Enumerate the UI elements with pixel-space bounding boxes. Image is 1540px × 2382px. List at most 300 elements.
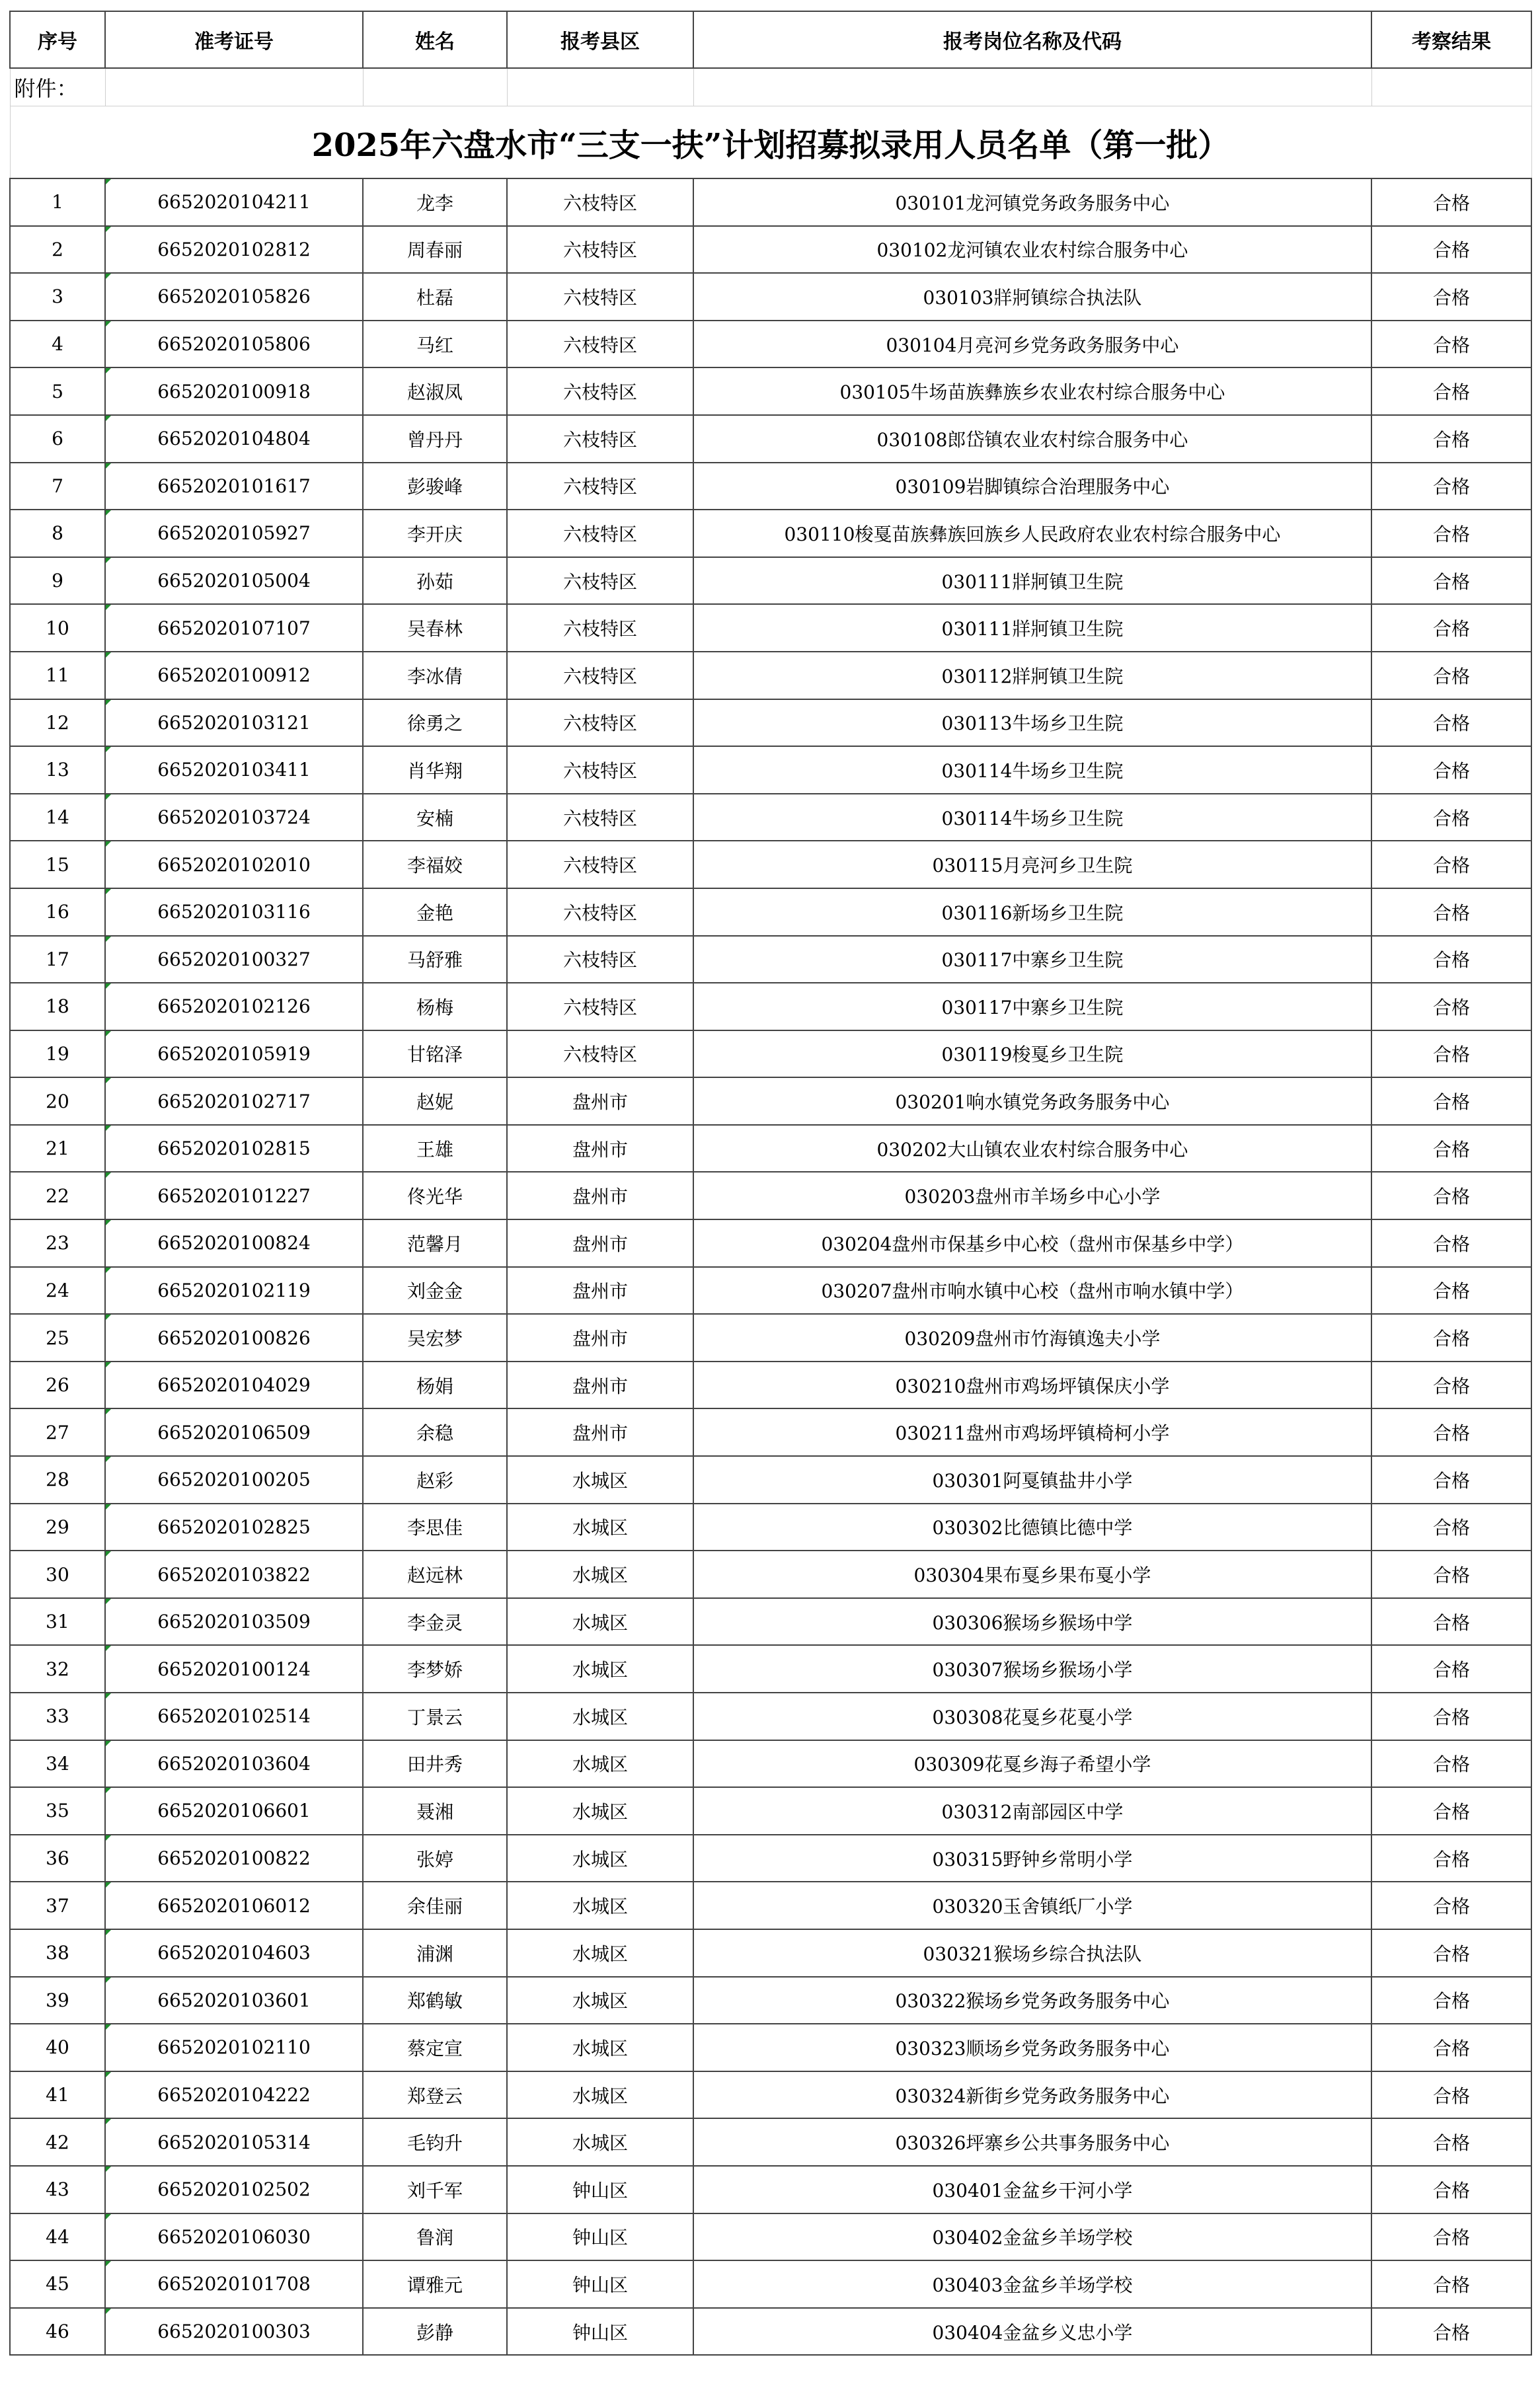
table-row: [10, 1125, 1531, 1172]
column-header-district: 报考县区: [507, 11, 693, 68]
cell-result: 合格: [1371, 1362, 1531, 1409]
cell-district: 六枝特区: [507, 794, 693, 841]
cell-result: 合格: [1371, 983, 1531, 1030]
cell-district: 六枝特区: [507, 604, 693, 652]
cell-name: 李梦娇: [363, 1645, 507, 1693]
cell-index: 40: [10, 2024, 105, 2071]
cell-name: 李金灵: [363, 1598, 507, 1646]
cell-index: 22: [10, 1172, 105, 1219]
cell-name: 马红: [363, 321, 507, 368]
table-row: [10, 746, 1531, 794]
table-row: [10, 1645, 1531, 1693]
cell-position: 030402金盆乡羊场学校: [693, 2213, 1371, 2261]
cell-district: 盘州市: [507, 1362, 693, 1409]
column-header-exam-id: 准考证号: [105, 11, 363, 68]
cell-exam-id: 6652020105806: [105, 321, 363, 368]
cell-name: 彭静: [363, 2308, 507, 2356]
cell-exam-id: 6652020104211: [105, 178, 363, 226]
cell-index: 14: [10, 794, 105, 841]
cell-district: 六枝特区: [507, 415, 693, 463]
cell-district: 六枝特区: [507, 1030, 693, 1078]
table-row: [10, 1693, 1531, 1740]
column-header-index: 序号: [10, 11, 105, 68]
cell-result: 合格: [1371, 1219, 1531, 1267]
cell-result: 合格: [1371, 2308, 1531, 2356]
cell-exam-id: 6652020100822: [105, 1835, 363, 1882]
cell-result: 合格: [1371, 2213, 1531, 2261]
cell-position: 030112牂牁镇卫生院: [693, 652, 1371, 699]
table-row: [10, 2213, 1531, 2261]
table-row: [10, 2071, 1531, 2119]
cell-name: 赵远林: [363, 1551, 507, 1598]
table-row: [10, 1219, 1531, 1267]
cell-index: 23: [10, 1219, 105, 1267]
cell-district: 水城区: [507, 2024, 693, 2071]
cell-district: 水城区: [507, 1598, 693, 1646]
cell-exam-id: 6652020102815: [105, 1125, 363, 1172]
cell-index: 6: [10, 415, 105, 463]
table-row: [10, 888, 1531, 936]
cell-index: 24: [10, 1267, 105, 1315]
cell-position: 030211盘州市鸡场坪镇椅柯小学: [693, 1408, 1371, 1456]
cell-name: 聂湘: [363, 1787, 507, 1835]
attachment-label: 附件：: [10, 68, 105, 106]
table-row: [10, 1598, 1531, 1646]
cell-index: 33: [10, 1693, 105, 1740]
cell-district: 水城区: [507, 1645, 693, 1693]
cell-exam-id: 6652020103509: [105, 1598, 363, 1646]
cell-result: 合格: [1371, 604, 1531, 652]
cell-index: 19: [10, 1030, 105, 1078]
cell-result: 合格: [1371, 936, 1531, 983]
cell-index: 18: [10, 983, 105, 1030]
cell-position: 030321猴场乡综合执法队: [693, 1929, 1371, 1977]
cell-result: 合格: [1371, 1551, 1531, 1598]
cell-exam-id: 6652020104804: [105, 415, 363, 463]
table-row: [10, 463, 1531, 510]
cell-result: 合格: [1371, 1125, 1531, 1172]
cell-exam-id: 6652020103121: [105, 699, 363, 747]
cell-exam-id: 6652020100327: [105, 936, 363, 983]
cell-index: 20: [10, 1077, 105, 1125]
cell-position: 030312南部园区中学: [693, 1787, 1371, 1835]
cell-district: 水城区: [507, 2118, 693, 2166]
cell-result: 合格: [1371, 1787, 1531, 1835]
cell-index: 35: [10, 1787, 105, 1835]
cell-exam-id: 6652020102812: [105, 226, 363, 274]
cell-name: 范馨月: [363, 1219, 507, 1267]
table-body: [10, 178, 1531, 2355]
cell-district: 六枝特区: [507, 983, 693, 1030]
cell-name: 孙茹: [363, 557, 507, 605]
cell-exam-id: 6652020102514: [105, 1693, 363, 1740]
cell-index: 4: [10, 321, 105, 368]
cell-index: 32: [10, 1645, 105, 1693]
cell-position: 030117中寨乡卫生院: [693, 936, 1371, 983]
cell-result: 合格: [1371, 1077, 1531, 1125]
cell-name: 余稳: [363, 1408, 507, 1456]
cell-district: 六枝特区: [507, 273, 693, 321]
table-row: [10, 794, 1531, 841]
cell-result: 合格: [1371, 2260, 1531, 2308]
cell-exam-id: 6652020106601: [105, 1787, 363, 1835]
cell-exam-id: 6652020102502: [105, 2166, 363, 2213]
cell-position: 030326坪寨乡公共事务服务中心: [693, 2118, 1371, 2166]
cell-exam-id: 6652020102119: [105, 1267, 363, 1315]
cell-exam-id: 6652020103724: [105, 794, 363, 841]
cell-district: 盘州市: [507, 1219, 693, 1267]
cell-name: 毛钧升: [363, 2118, 507, 2166]
cell-exam-id: 6652020105314: [105, 2118, 363, 2166]
table-row: [10, 604, 1531, 652]
column-header-position: 报考岗位名称及代码: [693, 11, 1371, 68]
cell-district: 水城区: [507, 1693, 693, 1740]
page-title: 2025年六盘水市“三支一扶”计划招募拟录用人员名单（第一批）: [10, 106, 1531, 179]
cell-index: 38: [10, 1929, 105, 1977]
table-row: [10, 936, 1531, 983]
table-row: [10, 510, 1531, 557]
table-row: [10, 2118, 1531, 2166]
cell-position: 030301阿戛镇盐井小学: [693, 1456, 1371, 1504]
cell-district: 六枝特区: [507, 367, 693, 415]
cell-name: 浦渊: [363, 1929, 507, 1977]
cell-exam-id: 6652020103822: [105, 1551, 363, 1598]
cell-result: 合格: [1371, 463, 1531, 510]
cell-name: 周春丽: [363, 226, 507, 274]
cell-district: 水城区: [507, 1551, 693, 1598]
cell-result: 合格: [1371, 1693, 1531, 1740]
cell-district: 水城区: [507, 1504, 693, 1551]
cell-position: 030103牂牁镇综合执法队: [693, 273, 1371, 321]
cell-name: 张婷: [363, 1835, 507, 1882]
cell-exam-id: 6652020101227: [105, 1172, 363, 1219]
cell-district: 六枝特区: [507, 463, 693, 510]
table-row: [10, 415, 1531, 463]
cell-name: 赵淑凤: [363, 367, 507, 415]
cell-district: 六枝特区: [507, 178, 693, 226]
cell-exam-id: 6652020106030: [105, 2213, 363, 2261]
cell-name: 田井秀: [363, 1740, 507, 1788]
table-row: [10, 1835, 1531, 1882]
cell-name: 徐勇之: [363, 699, 507, 747]
cell-name: 肖华翔: [363, 746, 507, 794]
cell-district: 六枝特区: [507, 557, 693, 605]
cell-position: 030403金盆乡羊场学校: [693, 2260, 1371, 2308]
cell-index: 37: [10, 1882, 105, 1929]
cell-exam-id: 6652020102126: [105, 983, 363, 1030]
cell-exam-id: 6652020100124: [105, 1645, 363, 1693]
cell-name: 刘千军: [363, 2166, 507, 2213]
cell-result: 合格: [1371, 746, 1531, 794]
table-row: [10, 2166, 1531, 2213]
cell-index: 42: [10, 2118, 105, 2166]
cell-name: 谭雅元: [363, 2260, 507, 2308]
cell-name: 佟光华: [363, 1172, 507, 1219]
table-row: [10, 1362, 1531, 1409]
cell-exam-id: 6652020100918: [105, 367, 363, 415]
cell-result: 合格: [1371, 415, 1531, 463]
cell-position: 030320玉舍镇纸厂小学: [693, 1882, 1371, 1929]
cell-result: 合格: [1371, 1030, 1531, 1078]
cell-name: 金艳: [363, 888, 507, 936]
cell-exam-id: 6652020100826: [105, 1314, 363, 1362]
cell-name: 吴宏梦: [363, 1314, 507, 1362]
cell-position: 030306猴场乡猴场中学: [693, 1598, 1371, 1646]
table-row: [10, 2308, 1531, 2356]
cell-position: 030315野钟乡常明小学: [693, 1835, 1371, 1882]
cell-index: 46: [10, 2308, 105, 2356]
cell-exam-id: 6652020107107: [105, 604, 363, 652]
cell-name: 王雄: [363, 1125, 507, 1172]
cell-name: 丁景云: [363, 1693, 507, 1740]
cell-result: 合格: [1371, 1977, 1531, 2024]
cell-index: 21: [10, 1125, 105, 1172]
cell-index: 36: [10, 1835, 105, 1882]
cell-position: 030119梭戛乡卫生院: [693, 1030, 1371, 1078]
cell-name: 杨梅: [363, 983, 507, 1030]
cell-position: 030115月亮河乡卫生院: [693, 841, 1371, 888]
cell-result: 合格: [1371, 2118, 1531, 2166]
cell-name: 赵彩: [363, 1456, 507, 1504]
cell-result: 合格: [1371, 2071, 1531, 2119]
cell-position: 030114牛场乡卫生院: [693, 746, 1371, 794]
cell-position: 030114牛场乡卫生院: [693, 794, 1371, 841]
cell-exam-id: 6652020103116: [105, 888, 363, 936]
cell-result: 合格: [1371, 652, 1531, 699]
sheet-header: [10, 68, 1531, 178]
cell-index: 9: [10, 557, 105, 605]
cell-name: 李开庆: [363, 510, 507, 557]
cell-result: 合格: [1371, 699, 1531, 747]
cell-exam-id: 6652020103604: [105, 1740, 363, 1788]
cell-position: 030105牛场苗族彝族乡农业农村综合服务中心: [693, 367, 1371, 415]
cell-index: 44: [10, 2213, 105, 2261]
cell-index: 12: [10, 699, 105, 747]
cell-position: 030210盘州市鸡场坪镇保庆小学: [693, 1362, 1371, 1409]
cell-district: 盘州市: [507, 1408, 693, 1456]
cell-position: 030307猴场乡猴场小学: [693, 1645, 1371, 1693]
cell-district: 盘州市: [507, 1125, 693, 1172]
cell-index: 16: [10, 888, 105, 936]
cell-exam-id: 6652020101617: [105, 463, 363, 510]
cell-index: 15: [10, 841, 105, 888]
cell-index: 39: [10, 1977, 105, 2024]
table-row: [10, 2260, 1531, 2308]
cell-position: 030201响水镇党务政务服务中心: [693, 1077, 1371, 1125]
cell-index: 31: [10, 1598, 105, 1646]
cell-result: 合格: [1371, 1598, 1531, 1646]
cell-district: 盘州市: [507, 1314, 693, 1362]
cell-position: 030102龙河镇农业农村综合服务中心: [693, 226, 1371, 274]
cell-result: 合格: [1371, 226, 1531, 274]
cell-result: 合格: [1371, 1504, 1531, 1551]
cell-exam-id: 6652020105927: [105, 510, 363, 557]
cell-position: 030111牂牁镇卫生院: [693, 557, 1371, 605]
table-row: [10, 1408, 1531, 1456]
table-row: [10, 1787, 1531, 1835]
cell-name: 吴春林: [363, 604, 507, 652]
spreadsheet: [9, 11, 1531, 2356]
cell-exam-id: 6652020104029: [105, 1362, 363, 1409]
cell-position: 030304果布戛乡果布戛小学: [693, 1551, 1371, 1598]
cell-position: 030117中寨乡卫生院: [693, 983, 1371, 1030]
cell-result: 合格: [1371, 1929, 1531, 1977]
table-row: [10, 1172, 1531, 1219]
cell-index: 1: [10, 178, 105, 226]
cell-position: 030203盘州市羊场乡中心小学: [693, 1172, 1371, 1219]
cell-exam-id: 6652020102825: [105, 1504, 363, 1551]
cell-name: 李冰倩: [363, 652, 507, 699]
cell-position: 030113牛场乡卫生院: [693, 699, 1371, 747]
cell-position: 030108郎岱镇农业农村综合服务中心: [693, 415, 1371, 463]
table-row: [10, 841, 1531, 888]
cell-district: 六枝特区: [507, 699, 693, 747]
cell-index: 8: [10, 510, 105, 557]
cell-result: 合格: [1371, 1835, 1531, 1882]
cell-district: 水城区: [507, 2071, 693, 2119]
cell-position: 030109岩脚镇综合治理服务中心: [693, 463, 1371, 510]
cell-index: 3: [10, 273, 105, 321]
table-row: [10, 1882, 1531, 1929]
cell-district: 盘州市: [507, 1077, 693, 1125]
cell-result: 合格: [1371, 321, 1531, 368]
column-header-name: 姓名: [363, 11, 507, 68]
cell-index: 43: [10, 2166, 105, 2213]
cell-district: 六枝特区: [507, 652, 693, 699]
cell-position: 030209盘州市竹海镇逸夫小学: [693, 1314, 1371, 1362]
cell-name: 彭骏峰: [363, 463, 507, 510]
table-row: [10, 699, 1531, 747]
cell-position: 030110梭戛苗族彝族回族乡人民政府农业农村综合服务中心: [693, 510, 1371, 557]
cell-index: 30: [10, 1551, 105, 1598]
cell-exam-id: 6652020100205: [105, 1456, 363, 1504]
table-row: [10, 226, 1531, 274]
cell-name: 刘金金: [363, 1267, 507, 1315]
cell-result: 合格: [1371, 1314, 1531, 1362]
cell-position: 030322猴场乡党务政务服务中心: [693, 1977, 1371, 2024]
cell-position: 030323顺场乡党务政务服务中心: [693, 2024, 1371, 2071]
table-row: [10, 367, 1531, 415]
cell-index: 34: [10, 1740, 105, 1788]
cell-position: 030404金盆乡义忠小学: [693, 2308, 1371, 2356]
column-header-row: [10, 11, 1531, 68]
cell-district: 水城区: [507, 1929, 693, 1977]
cell-district: 钟山区: [507, 2213, 693, 2261]
table-row: [10, 1030, 1531, 1078]
cell-result: 合格: [1371, 367, 1531, 415]
cell-exam-id: 6652020104222: [105, 2071, 363, 2119]
table-row: [10, 2024, 1531, 2071]
cell-index: 29: [10, 1504, 105, 1551]
cell-exam-id: 6652020100303: [105, 2308, 363, 2356]
cell-exam-id: 6652020103601: [105, 1977, 363, 2024]
cell-exam-id: 6652020103411: [105, 746, 363, 794]
cell-position: 030309花戛乡海子希望小学: [693, 1740, 1371, 1788]
cell-district: 六枝特区: [507, 746, 693, 794]
cell-index: 7: [10, 463, 105, 510]
cell-position: 030207盘州市响水镇中心校（盘州市响水镇中学）: [693, 1267, 1371, 1315]
table-row: [10, 1929, 1531, 1977]
cell-index: 11: [10, 652, 105, 699]
cell-exam-id: 6652020105004: [105, 557, 363, 605]
table-row: [10, 983, 1531, 1030]
cell-exam-id: 6652020105826: [105, 273, 363, 321]
cell-name: 李福姣: [363, 841, 507, 888]
table-row: [10, 557, 1531, 605]
cell-district: 盘州市: [507, 1267, 693, 1315]
cell-result: 合格: [1371, 1456, 1531, 1504]
cell-district: 六枝特区: [507, 936, 693, 983]
cell-position: 030101龙河镇党务政务服务中心: [693, 178, 1371, 226]
cell-index: 27: [10, 1408, 105, 1456]
table-row: [10, 1740, 1531, 1788]
table-row: [10, 652, 1531, 699]
cell-name: 马舒雅: [363, 936, 507, 983]
roster-table: [9, 11, 1532, 2356]
column-header-result: 考察结果: [1371, 11, 1531, 68]
cell-result: 合格: [1371, 1740, 1531, 1788]
cell-district: 钟山区: [507, 2166, 693, 2213]
cell-district: 六枝特区: [507, 841, 693, 888]
cell-index: 25: [10, 1314, 105, 1362]
cell-district: 水城区: [507, 1835, 693, 1882]
cell-position: 030308花戛乡花戛小学: [693, 1693, 1371, 1740]
cell-result: 合格: [1371, 273, 1531, 321]
cell-district: 六枝特区: [507, 226, 693, 274]
cell-name: 李思佳: [363, 1504, 507, 1551]
cell-exam-id: 6652020106509: [105, 1408, 363, 1456]
cell-exam-id: 6652020104603: [105, 1929, 363, 1977]
cell-result: 合格: [1371, 794, 1531, 841]
cell-name: 甘铭泽: [363, 1030, 507, 1078]
cell-result: 合格: [1371, 1172, 1531, 1219]
cell-result: 合格: [1371, 510, 1531, 557]
cell-district: 六枝特区: [507, 321, 693, 368]
cell-district: 盘州市: [507, 1172, 693, 1219]
attachment-row: [10, 68, 1531, 106]
cell-exam-id: 6652020106012: [105, 1882, 363, 1929]
cell-position: 030401金盆乡干河小学: [693, 2166, 1371, 2213]
cell-district: 水城区: [507, 1740, 693, 1788]
cell-exam-id: 6652020101708: [105, 2260, 363, 2308]
table-row: [10, 1267, 1531, 1315]
cell-name: 龙李: [363, 178, 507, 226]
cell-name: 郑登云: [363, 2071, 507, 2119]
cell-position: 030204盘州市保基乡中心校（盘州市保基乡中学）: [693, 1219, 1371, 1267]
title-row: [10, 106, 1531, 179]
cell-index: 45: [10, 2260, 105, 2308]
cell-district: 钟山区: [507, 2260, 693, 2308]
cell-name: 安楠: [363, 794, 507, 841]
cell-exam-id: 6652020102717: [105, 1077, 363, 1125]
cell-district: 水城区: [507, 1882, 693, 1929]
cell-position: 030104月亮河乡党务政务服务中心: [693, 321, 1371, 368]
cell-name: 杜磊: [363, 273, 507, 321]
cell-position: 030302比德镇比德中学: [693, 1504, 1371, 1551]
cell-result: 合格: [1371, 178, 1531, 226]
table-row: [10, 1456, 1531, 1504]
cell-index: 26: [10, 1362, 105, 1409]
cell-name: 鲁润: [363, 2213, 507, 2261]
cell-exam-id: 6652020100912: [105, 652, 363, 699]
table-row: [10, 321, 1531, 368]
cell-name: 杨娟: [363, 1362, 507, 1409]
cell-district: 水城区: [507, 1456, 693, 1504]
cell-position: 030116新场乡卫生院: [693, 888, 1371, 936]
cell-name: 蔡定宣: [363, 2024, 507, 2071]
cell-position: 030202大山镇农业农村综合服务中心: [693, 1125, 1371, 1172]
cell-name: 赵妮: [363, 1077, 507, 1125]
